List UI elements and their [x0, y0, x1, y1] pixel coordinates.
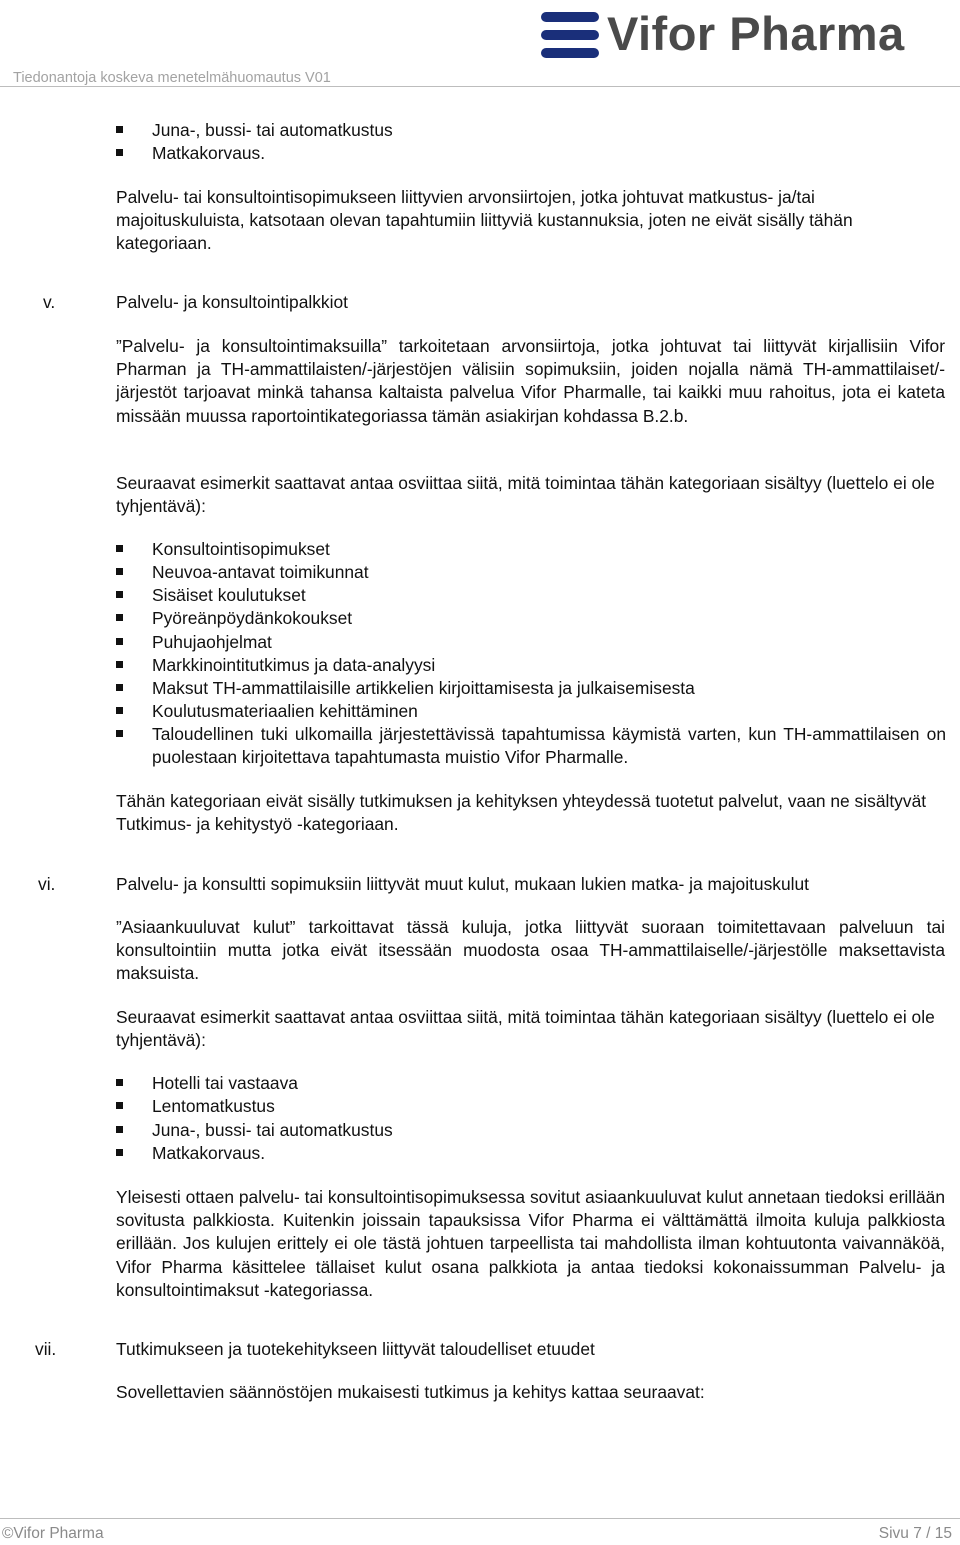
bullet-square-icon: [116, 638, 123, 645]
section-title: Tutkimukseen ja tuotekehitykseen liittyvät taloudelliset etuudet: [116, 1339, 595, 1359]
list-item: Taloudellinen tuki ulkomailla järjestettävissä tapahtumissa käymistä varten, kun TH-ammattilaisen on puolestaan kirjoitettava tapahtumasta muistio Vifor Pharmalle.: [116, 723, 946, 769]
company-logo: [540, 8, 935, 63]
list-item: Maksut TH-ammattilaisille artikkelien kirjoittamisesta ja julkaisemisesta: [116, 677, 946, 700]
paragraph: Yleisesti ottaen palvelu- tai konsultointisopimuksessa sovitut asiaankuuluvat kulut annetaan tiedoksi erillään sovitusta palkkiosta. Kuitenkin joissain tapauksissa Vifor Pharma ei välttämättä ilmoita kuluja palkkiosta erillään. Jos kulujen erittely ei ole tästä johtuen tarpeellista tai mahdollista ilman kohtuutonta vaivannäköä, Vifor Pharma käsittelee tällaiset kulut osana palkkiota ja antaa tiedoksi kokonaissumman Palvelu- ja konsultointimaksut -kategoriassa.: [116, 1187, 945, 1300]
bullet-square-icon: [116, 1102, 123, 1109]
logo-mark-icon: [540, 8, 602, 63]
list-item: Neuvoa-antavat toimikunnat: [116, 561, 946, 584]
bullet-square-icon: [116, 1149, 123, 1156]
bullet-square-icon: [116, 1126, 123, 1133]
footer-divider: [0, 1518, 960, 1519]
list-item: Puhujaohjelmat: [116, 631, 946, 654]
list-item: Lentomatkustus: [116, 1095, 946, 1118]
list-item: Matkakorvaus.: [116, 142, 946, 165]
bullet-square-icon: [116, 591, 123, 598]
logo-wordmark: Vifor Pharma: [607, 7, 905, 60]
list-item: Sisäiset koulutukset: [116, 584, 946, 607]
document-header-title: Tiedonantoja koskeva menetelmähuomautus V01: [13, 70, 331, 86]
bullet-square-icon: [116, 149, 123, 156]
bullet-square-icon: [116, 730, 123, 737]
bullet-square-icon: [116, 126, 123, 133]
list-item: Konsultointisopimukset: [116, 538, 946, 561]
page-number: Sivu 7 / 15: [878, 1525, 952, 1542]
paragraph: ”Palvelu- ja konsultointimaksuilla” tarkoitetaan arvonsiirtoja, jotka johtuvat tai liittyvät kirjallisiin Vifor Pharman ja TH-ammattilaisten/-järjestöjen välisiin sopimuksiin, joiden nojalla nämä TH-ammattilaiset/-järjestöt tarjoavat minkä tahansa kaltaista palvelua Vifor Pharmalle, tai kaikki muu rahoitus, jota ei kateta missään muussa raportointikategoriassa tämän asiakirjan kohdassa B.2.b.: [116, 336, 945, 426]
bullet-square-icon: [116, 707, 123, 714]
bullet-square-icon: [116, 1079, 123, 1086]
section-title: Palvelu- ja konsultti sopimuksiin liittyvät muut kulut, mukaan lukien matka- ja majoituskulut: [116, 874, 810, 894]
section-number: vi.: [38, 874, 56, 894]
header-divider: [0, 86, 960, 87]
paragraph: ”Asiaankuuluvat kulut” tarkoittavat tässä kuluja, jotka liittyvät suoraan toimitettavaan palveluun tai konsultointiin mutta jotka eivät itsessään muodosta osaa TH-ammattilaiselle/-järjestölle maksettavista maksuista.: [116, 917, 945, 984]
list-item: Juna-, bussi- tai automatkustus: [116, 1119, 946, 1142]
bullet-square-icon: [116, 568, 123, 575]
list-item: Juna-, bussi- tai automatkustus: [116, 119, 946, 142]
paragraph: Sovellettavien säännöstöjen mukaisesti tutkimus ja kehitys kattaa seuraavat:: [116, 1382, 705, 1402]
bullet-square-icon: [116, 684, 123, 691]
list-item: Matkakorvaus.: [116, 1142, 946, 1165]
bullet-square-icon: [116, 661, 123, 668]
footer-copyright: ©Vifor Pharma: [2, 1525, 104, 1542]
list-item: Koulutusmateriaalien kehittäminen: [116, 700, 946, 723]
list-item: Markkinointitutkimus ja data-analyysi: [116, 654, 946, 677]
section-number: vii.: [35, 1339, 57, 1359]
paragraph: Tähän kategoriaan eivät sisälly tutkimuksen ja kehityksen yhteydessä tuotetut palvelut, vaan ne sisältyvät Tutkimus- ja kehitystyö -kategoriaan.: [116, 791, 927, 835]
section-number: v.: [43, 292, 56, 312]
bullet-square-icon: [116, 545, 123, 552]
section-title: Palvelu- ja konsultointipalkkiot: [116, 292, 348, 312]
bullet-square-icon: [116, 614, 123, 621]
list-item: Hotelli tai vastaava: [116, 1072, 946, 1095]
paragraph: Seuraavat esimerkit saattavat antaa osviittaa siitä, mitä toimintaa tähän kategoriaan sisältyy (luettelo ei ole tyhjentävä):: [116, 473, 935, 517]
list-item: Pyöreänpöydänkokoukset: [116, 607, 946, 630]
paragraph: Seuraavat esimerkit saattavat antaa osviittaa siitä, mitä toimintaa tähän kategoriaan sisältyy (luettelo ei ole tyhjentävä):: [116, 1007, 935, 1051]
intro-paragraph: Palvelu- tai konsultointisopimukseen liittyvien arvonsiirtojen, jotka johtuvat matkustus- ja/tai majoituskuluista, katsotaan olevan tapahtumiin liittyviä kustannuksia, joten ne eivät sisälly tähän kategoriaan.: [116, 187, 853, 254]
